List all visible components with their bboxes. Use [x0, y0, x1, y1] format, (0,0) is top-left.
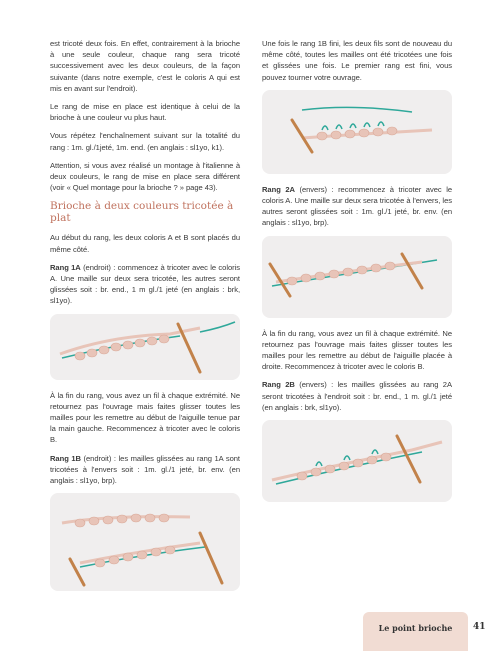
- knitting-illustration: [262, 236, 452, 318]
- row-label: Rang 1A: [50, 262, 81, 272]
- knitting-row-2b-image: [262, 420, 452, 502]
- paragraph: est tricoté deux fois. En effet, contrairement à la brioche à une seule couleur, chaque rang sera tricoté successivement avec les deux couleurs, de la façon suivante (dans notre exemple, c'est le coloris A qui est mis en avant sur l'endroit).: [50, 39, 240, 93]
- paragraph-text: (endroit) : commencez à tricoter avec le coloris A. Une maille sur deux sera tricotée, les autres seront glissées soit : br. end., 1 m gl./1 jeté (en anglais : brk, sl1yo).: [50, 262, 241, 306]
- row-label: Rang 2B: [262, 380, 295, 390]
- knitting-row-1b-image: [50, 493, 240, 591]
- paragraph-rang-2b: [262, 379, 452, 413]
- paragraph-rang-1a: [50, 262, 240, 307]
- paragraph-rang-2a: [262, 184, 452, 229]
- knitting-illustration: [50, 493, 240, 591]
- row-label: Rang 1B: [50, 453, 81, 463]
- paragraph: Le rang de mise en place est identique à celui de la brioche à une couleur vu plus haut.: [50, 102, 240, 123]
- paragraph: Vous répétez l'enchaînement suivant sur la totalité du rang : 1m. gl./1jeté, 1m. end. (en anglais : sl1yo, k1).: [50, 131, 240, 152]
- section-footer-tab: [363, 612, 468, 651]
- paragraph: Attention, si vous avez réalisé un montage à l'italienne à deux couleurs, le rang de mise en place sera différent (voir « Quel montage pour la brioche ? » page 43).: [50, 160, 240, 193]
- knitting-row-1a-image: [50, 314, 240, 380]
- paragraph-rang-1b: [50, 453, 240, 487]
- paragraph: Une fois le rang 1B fini, les deux fils sont de nouveau du même côté, toutes les mailles ont été tricotées une fois et glissées une fois. Le premier rang est fini, vous pouvez tourner votre ouvrage.: [262, 39, 452, 82]
- right-column: [262, 38, 452, 512]
- knitting-illustration: [262, 420, 452, 502]
- paragraph: Au début du rang, les deux coloris A et B sont placés du même côté.: [50, 233, 240, 254]
- page-number: 41: [473, 622, 486, 632]
- left-column: [50, 38, 240, 601]
- row-label: Rang 2A: [262, 184, 295, 194]
- knitting-illustration: [50, 314, 240, 380]
- paragraph: À la fin du rang, vous avez un fil à chaque extrémité. Ne retournez pas l'ouvrage mais faites glisser toutes les mailles pour les remettre au début de l'aiguille tenue par la main gauche. Recommencez à tricoter avec le coloris B.: [50, 390, 240, 445]
- section-label: Le point brioche: [378, 623, 453, 633]
- paragraph: À la fin du rang, vous avez un fil à chaque extrémité. Ne retournez pas l'ouvrage mais faites glisser toutes les mailles pour les remettre au début de l'aiguille placée à droite. Recommencez à tricoter avec le coloris B.: [262, 328, 452, 372]
- knitting-row-1b-result-image: [262, 90, 452, 174]
- section-heading: Brioche à deux couleurs tricotée à plat: [50, 200, 234, 225]
- paragraph-text: (envers) : les mailles glissées au rang 2A seront tricotées à l'endroit soit : br. end., 1 m. gl./1 jeté (en anglais : brk, sl1yo).: [262, 380, 452, 412]
- knitting-row-2a-image: [262, 236, 452, 318]
- knitting-illustration: [262, 90, 452, 174]
- paragraph-text: (endroit) : les mailles glissées au rang 1A sont tricotées à l'envers soit : 1m. gl./1 jeté, br. env. (en anglais : sl1yo, brp).: [50, 453, 240, 486]
- paragraph-text: (envers) : recommencez à tricoter avec le coloris A. Une maille sur deux sera tricotée à l'envers, les autres seront glissées soit : 1m. gl./1 jeté, br. env. (en anglais : sl1yo, brp).: [262, 184, 452, 228]
